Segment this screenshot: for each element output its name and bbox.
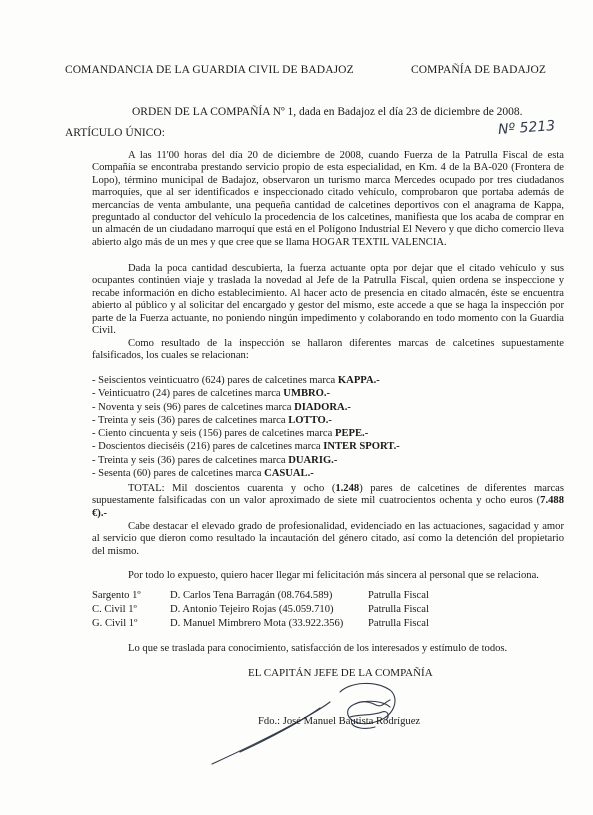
signature-title: EL CAPITÁN JEFE DE LA COMPAÑÍA — [248, 667, 433, 679]
signed-by: Fdo.: José Manuel Bautista Rodríguez — [258, 716, 421, 727]
list-item: - Treinta y seis (36) pares de calcetines marca LOTTO.- — [92, 414, 332, 426]
list-item: - Sesenta (60) pares de calcetines marca CASUAL.- — [92, 468, 314, 480]
paragraph-closing: Lo que se traslada para conocimiento, satisfacción de los interesados y estímulo de todos. — [128, 643, 508, 654]
list-item: - Noventa y seis (96) pares de calcetines marca DIADORA.- — [92, 401, 351, 413]
header-right: COMPAÑÍA DE BADAJOZ — [411, 64, 547, 76]
table-row: G. Civil 1º D. Manuel Mimbrero Mota (33.922.356) Patrulla Fiscal — [92, 618, 429, 629]
handwritten-number: Nº 5213 — [497, 118, 556, 138]
paragraph-inspection: Dada la poca cantidad descubierta, la fuerza actuante opta por dejar que el citado vehículo y sus ocupantes continúen viaje y traslada la novedad al Jefe de la Patrulla Fiscal, quien ordena se inspeccione y recabe información en dicho establecimiento. Al hacer acto de presencia en citado almacén, éste se encuentra abierto al público y al solicitar del encargado y gestor del mismo, este accede a que se haga la inspección por parte de la Fuerza actuante, no poniendo ningún impedimento y colaborando en todo momento con la Guardia Civil. — [92, 263, 564, 337]
paragraph-incident: A las 11'00 horas del día 20 de diciembre de 2008, cuando Fuerza de la Patrulla Fiscal de esta Compañía se encontraba prestando servicio propio de esta especialidad, en Km. 4 de la BA-020 (Frontera de Lopo), término municipal de Badajoz, observaron un turismo marca Mercedes ocupado por tres ciudadanos marroquíes, que al ser identificados e inspeccionado citado vehículo, comprobaron que portaba además de mercancías de venta ambulante, una pequeña cantidad de calcetines deportivos con el anagrama de Kappa, preguntado al conductor del vehículo la procedencia de los calcetines, manifiesta que los acaba de comprar en un almacén de un ciudadano marroquí que está en el Polígono Industrial El Nevero y que dicho comercio lleva abierto algo más de un mes y que cree que se llama HOGAR TEXTIL VALENCIA. — [92, 150, 564, 248]
seized-items-list — [92, 374, 400, 480]
paragraph-commendation: Cabe destacar el elevado grado de profesionalidad, evidenciado en las actuaciones, sagacidad y amor al servicio que dieron como resultado la incautación del género citado, así como la detención del propietario del mismo. — [92, 521, 564, 557]
paragraph-total: TOTAL: Mil doscientos cuarenta y ocho (1.248) pares de calcetines de diferentes marcas supuestamente falsificadas con un valor aproximado de siete mil cuatrocientos ochenta y ocho euros (7.488 €).- — [92, 483, 564, 519]
list-item: - Ciento cincuenta y seis (156) pares de calcetines marca PEPE.- — [92, 428, 369, 440]
list-item: - Treinta y seis (36) pares de calcetines marca DUARIG.- — [92, 454, 338, 466]
order-title: ORDEN DE LA COMPAÑÍA Nº 1, dada en Badajoz el día 23 de diciembre de 2008. — [132, 106, 523, 118]
list-item: - Doscientos dieciséis (216) pares de calcetines marca INTER SPORT.- — [92, 441, 400, 453]
paragraph-result: Como resultado de la inspección se hallaron diferentes marcas de calcetines supuestamente falsificados, los cuales se relacionan: — [92, 338, 564, 362]
header-left: COMANDANCIA DE LA GUARDIA CIVIL DE BADAJOZ — [65, 64, 354, 76]
paragraph-felicitation: Por todo lo expuesto, quiero hacer llegar mi felicitación más sincera al personal que se relaciona. — [128, 570, 539, 581]
table-row: Sargento 1º D. Carlos Tena Barragán (08.764.589) Patrulla Fiscal — [92, 590, 429, 601]
section-heading: ARTÍCULO ÚNICO: — [65, 127, 165, 139]
list-item: - Seiscientos veinticuatro (624) pares de calcetines marca KAPPA.- — [92, 375, 380, 386]
staff-table — [92, 589, 429, 631]
list-item: - Veinticuatro (24) pares de calcetines marca UMBRO.- — [92, 388, 331, 400]
table-row: C. Civil 1º D. Antonio Tejeiro Rojas (45.059.710) Patrulla Fiscal — [92, 604, 429, 615]
